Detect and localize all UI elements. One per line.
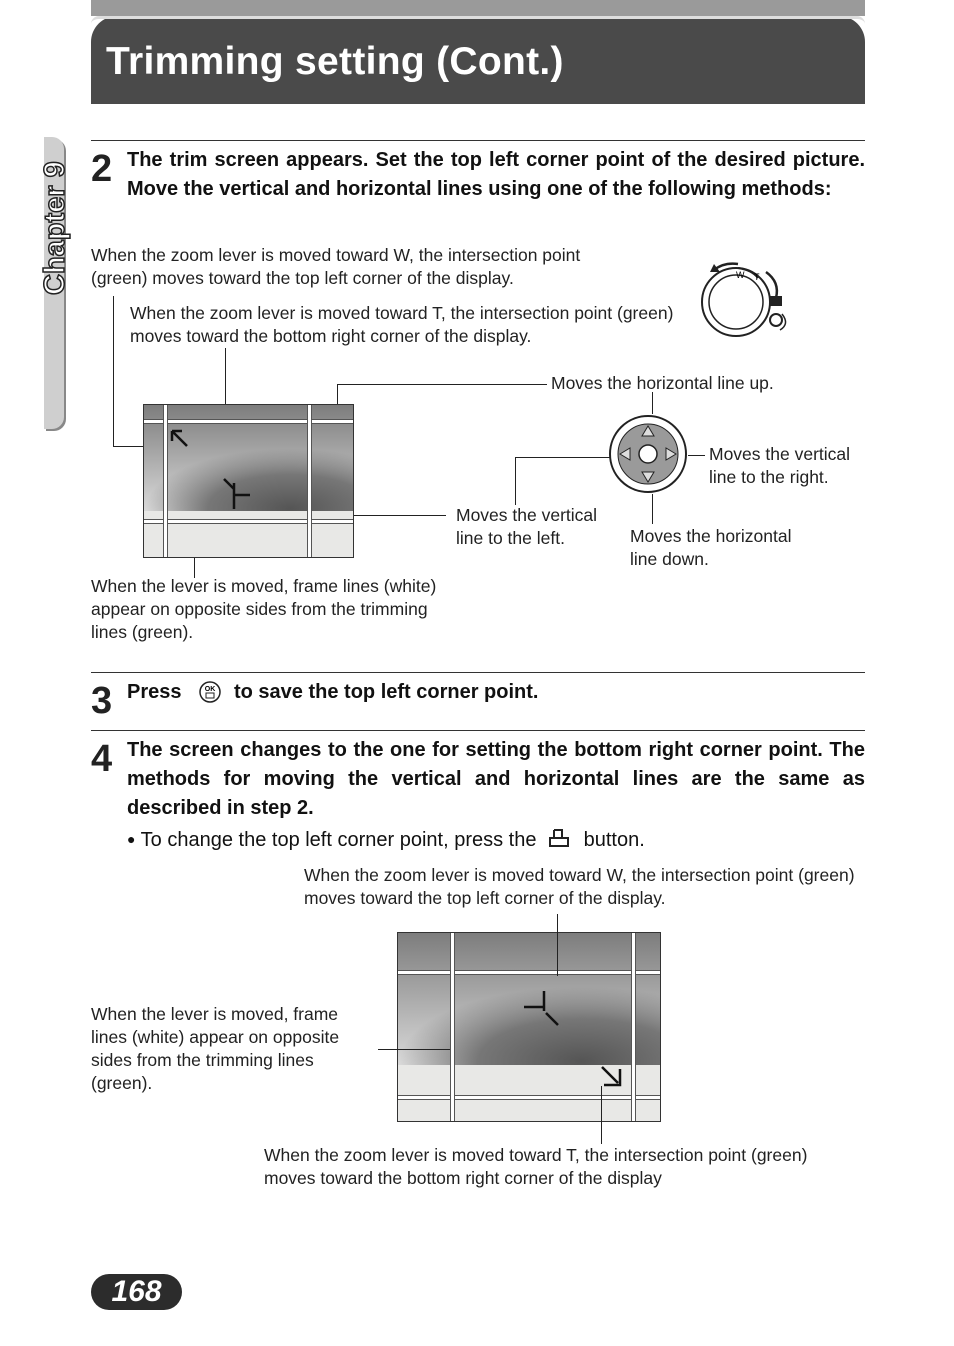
down-label: Moves the horizontal line down. (630, 526, 792, 569)
up-label: Moves the horizontal line up. (551, 373, 774, 393)
leader-line (652, 494, 653, 524)
corner-arrow-icon (598, 1063, 626, 1091)
print-button-icon (548, 828, 572, 848)
bullet-text-pre: To change the top left corner point, press the (140, 829, 537, 851)
trim-screen-image-2 (397, 932, 661, 1122)
page-title: Trimming setting (Cont.) (106, 40, 564, 83)
zoom-lever-icon (696, 258, 800, 340)
zoom-w-note-2: When the zoom lever is moved toward W, the intersection point (green) moves toward the top left corner of the display. (304, 865, 855, 908)
left-label: Moves the vertical line to the left. (456, 505, 598, 548)
step-3-number: 3 (91, 680, 113, 722)
leader-line (337, 384, 547, 385)
trim-screen-image-1 (143, 404, 354, 558)
leader-line (688, 455, 705, 456)
leader-line (113, 296, 114, 446)
divider (91, 672, 865, 673)
leader-line (652, 392, 653, 414)
arrow-pad-icon (608, 414, 690, 496)
leader-line (113, 446, 147, 447)
zoom-t-note: When the zoom lever is moved toward T, the intersection point (green) moves toward the bottom right corner of the display. (130, 303, 674, 346)
step-4-text: The screen changes to the one for setting the bottom right corner point. The methods for moving the vertical and horizontal lines are the same as described in step 2. (127, 739, 865, 819)
bullet-text-post: button. (583, 829, 645, 851)
step-3-text: to save the top left corner point. (234, 681, 539, 703)
intersection-point-icon (222, 477, 252, 511)
intersection-point-icon (522, 989, 562, 1029)
leader-line (601, 1086, 602, 1144)
step-4-bullet (127, 828, 645, 852)
zoom-w-note: When the zoom lever is moved toward W, the intersection point (green) moves toward the top left corner of the display. (91, 245, 581, 288)
corner-arrow-icon (170, 429, 192, 451)
frame-note: When the lever is moved, frame lines (white) appear on opposite sides from the trimming lines (green). (91, 576, 437, 642)
svg-text:T: T (754, 272, 760, 282)
page-number: 168 (91, 1274, 182, 1310)
header-top-band (91, 0, 865, 16)
leader-line (557, 914, 558, 976)
leader-line (378, 1049, 450, 1050)
leader-line (515, 457, 611, 458)
zoom-t-note-2: When the zoom lever is moved toward T, the intersection point (green) moves toward the bottom right corner of the display (264, 1145, 808, 1188)
right-label: Moves the vertical line to the right. (709, 444, 851, 487)
step-2-number: 2 (91, 148, 113, 190)
svg-text:OK: OK (204, 686, 216, 693)
leader-line (515, 457, 516, 505)
header-rim (91, 16, 865, 24)
bullet-dot: ● (127, 831, 136, 847)
ok-button-icon (199, 681, 221, 703)
frame-note-2: When the lever is moved, frame lines (white) appear on opposite sides from the trimming lines (green). (91, 1004, 340, 1093)
step-4-number: 4 (91, 738, 113, 780)
svg-text:W: W (736, 270, 745, 280)
step-2-text: The trim screen appears. Set the top left corner point of the desired picture. Move the vertical and horizontal lines using one of the following methods: (127, 149, 865, 200)
chapter-label: Chapter 9 (39, 161, 71, 295)
divider (91, 140, 865, 141)
step-3-press: Press (127, 681, 182, 703)
divider (91, 730, 865, 731)
